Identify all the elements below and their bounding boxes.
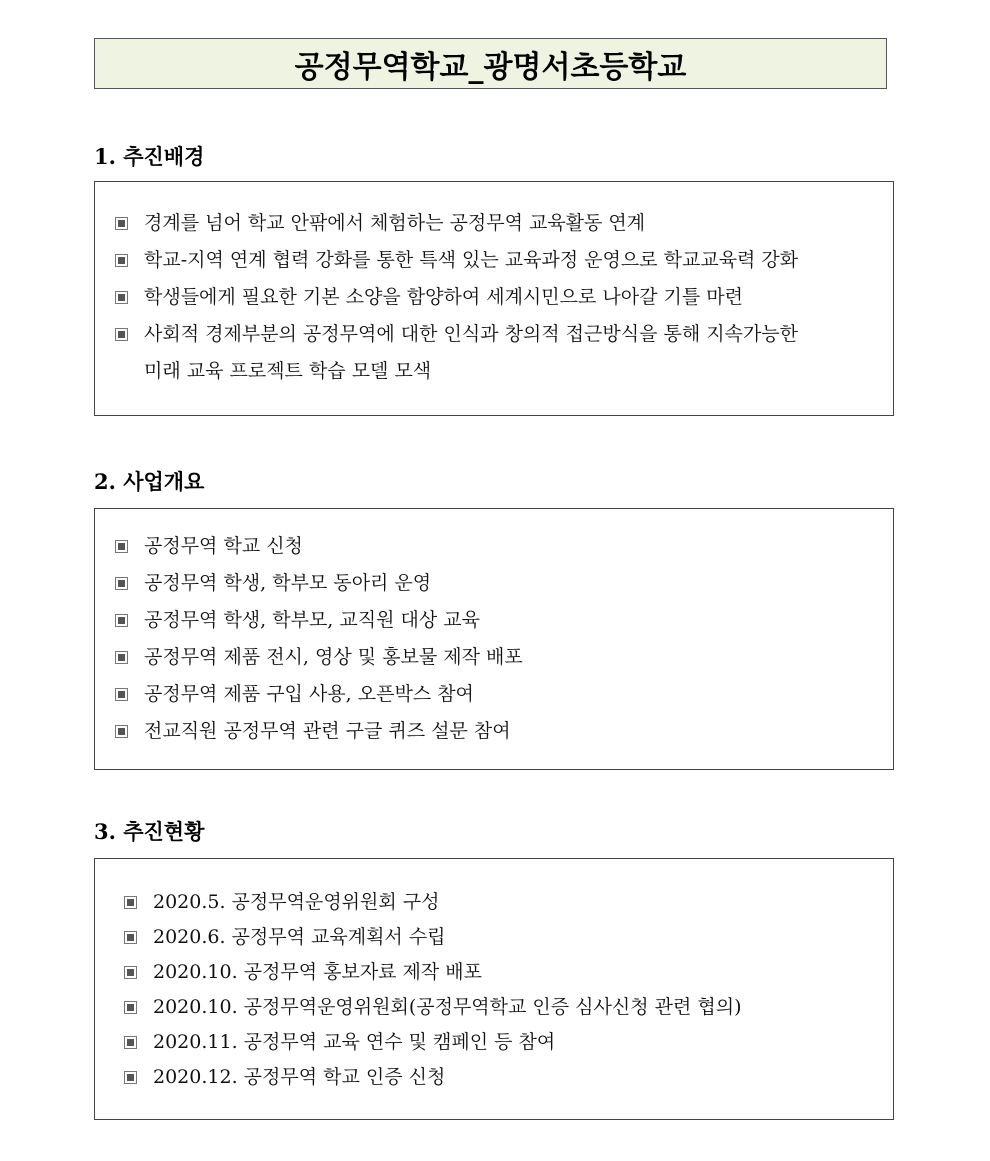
list-item-text: 경계를 넘어 학교 안팎에서 체험하는 공정무역 교육활동 연계	[144, 212, 646, 234]
list-item-text: 공정무역 제품 구입 사용, 오픈박스 참여	[144, 683, 474, 705]
square-bullet-icon	[115, 254, 128, 267]
list-item-text: 공정무역 제품 전시, 영상 및 홍보물 제작 배포	[144, 646, 523, 668]
list-item	[115, 565, 523, 602]
square-bullet-icon	[124, 896, 137, 909]
square-bullet-icon	[124, 966, 137, 979]
list-item-text: 2020.11. 공정무역 교육 연수 및 캠페인 등 참여	[153, 1031, 556, 1053]
list-item-text: 학생들에게 필요한 기본 소양을 함양하여 세계시민으로 나아갈 기틀 마련	[144, 286, 743, 308]
list-item-text: 공정무역 학생, 학부모 동아리 운영	[144, 572, 432, 594]
section-box-status	[94, 858, 894, 1120]
background-list	[115, 205, 798, 390]
list-item-text: 사회적 경제부분의 공정무역에 대한 인식과 창의적 접근방식을 통해 지속가능한	[144, 323, 799, 345]
list-item-text: 2020.10. 공정무역 홍보자료 제작 배포	[153, 961, 483, 983]
list-item	[124, 990, 741, 1025]
square-bullet-icon	[115, 688, 128, 701]
square-bullet-icon	[115, 577, 128, 590]
square-bullet-icon	[124, 931, 137, 944]
square-bullet-icon	[124, 1036, 137, 1049]
list-item-text: 2020.5. 공정무역운영위원회 구성	[153, 891, 440, 913]
list-item	[115, 676, 523, 713]
list-item	[124, 1025, 741, 1060]
square-bullet-icon	[115, 614, 128, 627]
list-item	[115, 205, 798, 242]
list-item-text: 2020.12. 공정무역 학교 인증 신청	[153, 1066, 446, 1088]
list-item	[124, 1060, 741, 1095]
square-bullet-icon	[115, 725, 128, 738]
list-item	[115, 639, 523, 676]
square-bullet-icon	[115, 540, 128, 553]
list-item	[115, 713, 523, 750]
list-item-text: 공정무역 학생, 학부모, 교직원 대상 교육	[144, 609, 480, 631]
square-bullet-icon	[115, 328, 128, 341]
section-heading-status: 3. 추진현황	[94, 819, 205, 844]
list-item	[115, 242, 798, 279]
square-bullet-icon	[124, 1001, 137, 1014]
section-box-background	[94, 181, 894, 416]
square-bullet-icon	[115, 217, 128, 230]
square-bullet-icon	[124, 1071, 137, 1084]
list-item-text: 학교-지역 연계 협력 강화를 통한 특색 있는 교육과정 운영으로 학교교육력 강화	[144, 249, 799, 271]
list-item-text: 2020.6. 공정무역 교육계획서 수립	[153, 926, 446, 948]
list-item	[115, 602, 523, 639]
list-item	[124, 885, 741, 920]
overview-list	[115, 528, 523, 750]
square-bullet-icon	[115, 651, 128, 664]
status-list	[124, 885, 741, 1095]
section-heading-overview: 2. 사업개요	[94, 469, 205, 494]
square-bullet-icon	[115, 291, 128, 304]
page-title: 공정무역학교_광명서초등학교	[294, 49, 687, 85]
title-box	[94, 38, 887, 89]
list-item	[124, 955, 741, 990]
list-item	[124, 920, 741, 955]
section-box-overview	[94, 508, 894, 770]
list-item	[115, 528, 523, 565]
list-item-text: 2020.10. 공정무역운영위원회(공정무역학교 인증 심사신청 관련 협의)	[153, 996, 742, 1018]
list-item-text: 공정무역 학교 신청	[144, 535, 303, 557]
list-item-continuation: 미래 교육 프로젝트 학습 모델 모색	[144, 360, 432, 382]
list-item-text: 전교직원 공정무역 관련 구글 퀴즈 설문 참여	[144, 720, 511, 742]
list-item	[115, 316, 798, 390]
section-heading-background: 1. 추진배경	[94, 144, 205, 169]
list-item	[115, 279, 798, 316]
